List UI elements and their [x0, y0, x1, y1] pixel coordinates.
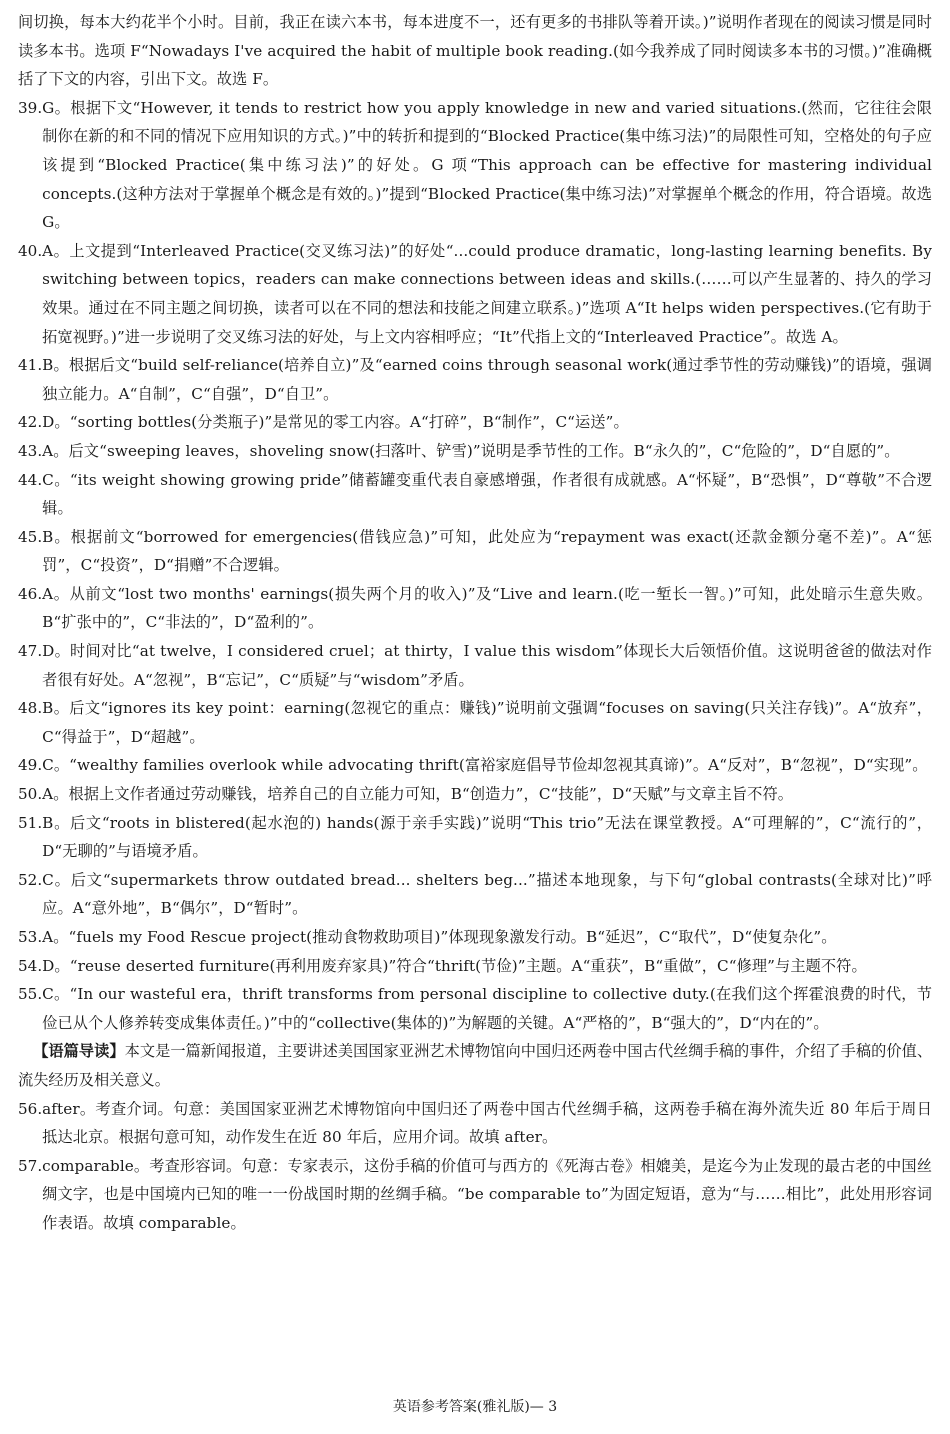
answer-explanation: B。后文“ignores its key point：earning(忽视它的重点：赚钱)”说明前文强调“focuses on saving(只关注存钱)”。A“放弃”，C“得益于”，D“超越”。 — [42, 699, 932, 746]
answer-explanation: comparable。考查形容词。句意：专家表示，这份手稿的价值可与西方的《死海古卷》相媲美，是迄今为止发现的最古老的中国丝绸文字，也是中国境内已知的唯一一份战国时期的丝绸手稿。“be comparable to”为固定短语，意为“与……相比”，此处用形容词作表语。故填 comparable。 — [42, 1156, 932, 1232]
answer-number: 54. — [18, 956, 43, 975]
answer-number: 51. — [18, 813, 43, 832]
answer-explanation: after。考查介词。句意：美国国家亚洲艺术博物馆向中国归还了两卷中国古代丝绸手稿，这两卷手稿在海外流失近 80 年后于周日抵达北京。根据句意可知，动作发生在近 80 年后，应用介词。故填 after。 — [42, 1099, 932, 1147]
answer-item — [18, 523, 932, 580]
answer-list-grammar — [18, 1095, 932, 1238]
answer-number: 47. — [18, 642, 43, 661]
answer-explanation: B。后文“roots in blistered(起水泡的) hands(源于亲手实践)”说明“This trio”无法在课堂教授。A“可理解的”，C“流行的”，D“无聊的”与语境矛盾。 — [42, 813, 932, 861]
intro-text: 本文是一篇新闻报道，主要讲述美国国家亚洲艺术博物馆向中国归还两卷中国古代丝绸手稿的事件，介绍了手稿的价值、流失经历及相关意义。 — [18, 1042, 933, 1089]
intro-tag: 【语篇导读】 — [33, 1042, 125, 1061]
answer-explanation: B。根据前文“borrowed for emergencies(借钱应急)”可知，此处应为“repayment was exact(还款金额分毫不差)”。A“惩罚”，C“投资”，D“捐赠”不合逻辑。 — [42, 527, 932, 575]
answer-item — [18, 580, 932, 637]
answer-number: 50. — [18, 785, 43, 804]
answer-number: 44. — [18, 470, 43, 489]
page-footer: 英语参考答案(雅礼版)— 3 — [392, 1399, 558, 1415]
answer-item — [18, 466, 932, 523]
answer-item — [18, 1095, 932, 1152]
answer-number: 42. — [18, 413, 43, 432]
answer-explanation: A。从前文“lost two months' earnings(损失两个月的收入)”及“Live and learn.(吃一堑长一智。)”可知，此处暗示生意失败。B“扩张中的”，C“非法的”，D“盈利的”。 — [42, 584, 932, 632]
answer-explanation: A。后文“sweeping leaves，shoveling snow(扫落叶、铲雪)”说明是季节性的工作。B“永久的”，C“危险的”，D“自愿的”。 — [42, 441, 900, 460]
answer-explanation: C。“In our wasteful era，thrift transforms from personal discipline to collective duty.(在我们这个挥霍浪费的时代，节俭已从个人修养转变成集体责任。)”中的“collective(集体的)”为解题的关键。A“严格的”，B“强大的”，D“内在的”。 — [42, 985, 932, 1032]
answer-item — [18, 437, 932, 466]
answer-number: 49. — [18, 756, 43, 775]
answer-explanation: D。“sorting bottles(分类瓶子)”是常见的零工内容。A“打碎”，B“制作”，C“运送”。 — [42, 413, 629, 432]
answer-item — [18, 751, 932, 780]
answer-number: 57. — [18, 1156, 43, 1175]
answer-explanation: D。时间对比“at twelve，I considered cruel；at thirty，I value this wisdom”体现长大后领悟价值。这说明爸爸的做法对作者很有好处。A“忽视”，B“忘记”，C“质疑”与“wisdom”矛盾。 — [42, 642, 933, 689]
answer-item — [18, 780, 932, 809]
answer-item — [18, 408, 932, 437]
answer-explanation: C。“its weight showing growing pride”储蓄罐变重代表自豪感增强，作者很有成就感。A“怀疑”，B“恐惧”，D“尊敬”不合逻辑。 — [42, 470, 932, 518]
answer-number: 40. — [18, 241, 43, 260]
answer-item — [18, 351, 932, 408]
answer-item — [18, 980, 932, 1037]
answer-item — [18, 1152, 932, 1238]
answer-item — [18, 866, 932, 923]
answer-page — [18, 8, 932, 1238]
answer-explanation: C。后文“supermarkets throw outdated bread... shelters beg...”描述本地现象，与下句“global contrasts(全球对比)”呼应。A“意外地”，B“偶尔”，D“暂时”。 — [42, 870, 932, 918]
answer-number: 46. — [18, 584, 43, 603]
answer-item — [18, 637, 932, 694]
answer-item — [18, 694, 932, 751]
answer-number: 55. — [18, 985, 43, 1004]
answer-item — [18, 952, 932, 981]
answer-explanation: D。“reuse deserted furniture(再利用废弃家具)”符合“thrift(节俭)”主题。A“重获”，B“重做”，C“修理”与主题不符。 — [42, 956, 867, 975]
answer-explanation: A。上文提到“Interleaved Practice(交叉练习法)”的好处“...could produce dramatic，long-lasting learning benefits. By switching between topics，readers can make connections between ideas and skills.(……可以产生显著的、持久的学习效果。通过在不同主题之间切换，读者可以在不同的想法和技能之间建立联系。)”选项 A“It helps widen perspectives.(它有助于拓宽视野。)”进一步说明了交叉练习法的好处，与上文内容相呼应；“It”代指上文的“Interleaved Practice”。故选 A。 — [42, 241, 932, 346]
answer-number: 45. — [18, 527, 43, 546]
answer-explanation: C。“wealthy families overlook while advocating thrift(富裕家庭倡导节俭却忽视其真谛)”。A“反对”，B“忽视”，D“实现”。 — [42, 756, 928, 775]
answer-item — [18, 809, 932, 866]
answer-number: 41. — [18, 356, 43, 375]
answer-number: 43. — [18, 441, 43, 460]
passage-intro — [18, 1037, 932, 1094]
answer-number: 52. — [18, 870, 43, 889]
answer-explanation: A。根据上文作者通过劳动赚钱，培养自己的自立能力可知，B“创造力”，C“技能”，D“天赋”与文章主旨不符。 — [42, 785, 794, 804]
answer-explanation: A。“fuels my Food Rescue project(推动食物救助项目)”体现现象激发行动。B“延迟”，C“取代”，D“使复杂化”。 — [42, 928, 837, 946]
answer-item — [18, 94, 932, 237]
answer-number: 56. — [18, 1099, 43, 1118]
answer-number: 53. — [18, 928, 43, 946]
answer-explanation: G。根据下文“However, it tends to restrict how you apply knowledge in new and varied situations.(然而，它往往会限制你在新的和不同的情况下应用知识的方式。)”中的转折和提到的“Blocked Practice(集中练习法)”的局限性可知，空格处的句子应该提到“Blocked Practice(集中练习法)”的好处。G 项“This approach can be effective for mastering individual concepts.(这种方法对于掌握单个概念是有效的。)”提到“Blocked Practice(集中练习法)”对掌握单个概念的作用，符合语境。故选 G。 — [42, 98, 932, 232]
continuation-paragraph: 间切换，每本大约花半个小时。目前，我正在读六本书，每本进度不一，还有更多的书排队等着开读。)”说明作者现在的阅读习惯是同时读多本书。选项 F“Nowadays I've acquired the habit of multiple book reading.(如今我养成了同时阅读多本书的习惯。)”准确概括了下文的内容，引出下文。故选 F。 — [18, 13, 932, 89]
answer-number: 39. — [18, 98, 43, 117]
answer-item — [18, 237, 932, 351]
answer-explanation: B。根据后文“build self-reliance(培养自立)”及“earned coins through seasonal work(通过季节性的劳动赚钱)”的语境，强调独立能力。A“自制”，C“自强”，D“自卫”。 — [42, 356, 932, 403]
answer-item — [18, 923, 932, 952]
answer-number: 48. — [18, 699, 43, 718]
answer-list-cloze — [18, 94, 932, 1038]
